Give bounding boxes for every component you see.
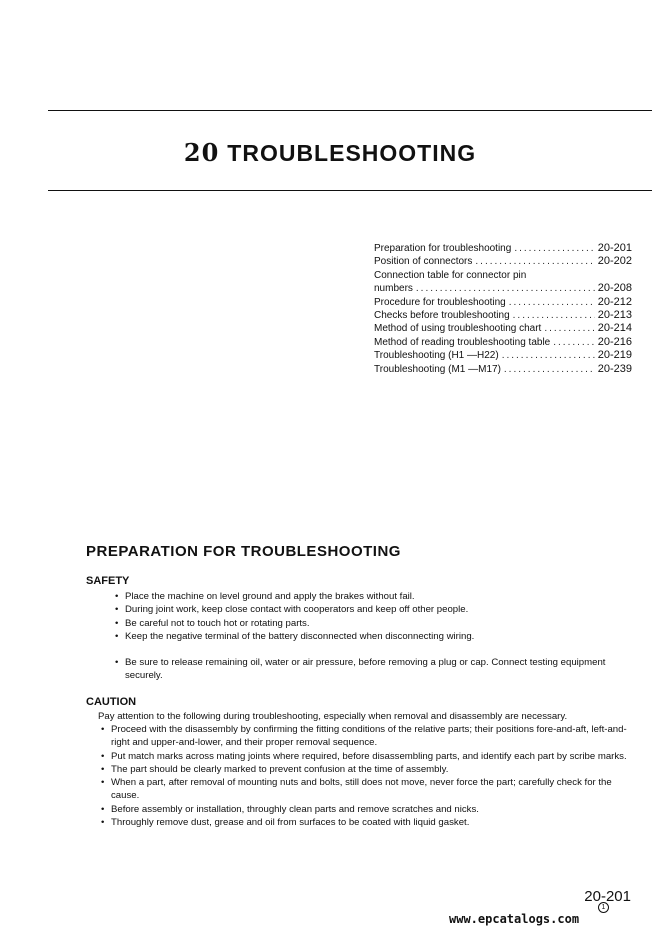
toc-leader xyxy=(513,309,595,322)
bullet-icon: • xyxy=(101,777,105,789)
toc-entry-label: Position of connectors xyxy=(374,256,473,268)
list-item xyxy=(112,617,632,630)
list-item-text: Be sure to release remaining oil, water or air pressure, before removing a plug or cap. Connect testing equipment securely. xyxy=(125,657,606,682)
toc-entry-label: Troubleshooting (H1 —H22) xyxy=(374,350,499,362)
safety-list xyxy=(112,590,632,683)
toc-entry-page: 20-219 xyxy=(597,349,632,362)
list-item-text: During joint work, keep close contact with cooperators and keep off other people. xyxy=(125,604,469,616)
toc-entry[interactable] xyxy=(374,282,632,295)
toc-entry-label: Method of using troubleshooting chart xyxy=(374,323,542,335)
toc-entry-page: 20-201 xyxy=(597,242,632,254)
list-item-text: Proceed with the disassembly by confirming the fitting conditions of the relative parts; their positions fore-and-aft, left-and-right and upper-and-lower, and their proper removal sequence. xyxy=(111,724,627,749)
list-item xyxy=(98,803,630,816)
bullet-icon: • xyxy=(101,817,105,829)
bottom-rule xyxy=(48,190,652,191)
caution-list xyxy=(98,723,630,829)
toc-leader xyxy=(416,282,595,295)
page-number: 20-201 xyxy=(584,888,631,905)
chapter-title xyxy=(0,138,660,167)
bullet-icon: • xyxy=(101,763,105,775)
toc-entry-page: 20-239 xyxy=(597,362,632,375)
list-item xyxy=(112,590,632,603)
bullet-icon: • xyxy=(101,724,105,735)
list-item xyxy=(112,603,632,616)
bullet-icon: • xyxy=(115,617,119,629)
toc-entry[interactable] xyxy=(374,296,632,309)
list-item xyxy=(98,816,630,829)
toc-entry-page: 20-214 xyxy=(597,322,632,335)
revision-mark: 1 xyxy=(598,902,609,913)
list-item xyxy=(112,656,632,683)
toc-entry-page: 20-202 xyxy=(597,255,632,268)
toc-leader xyxy=(553,336,594,349)
toc-entry-page: 20-208 xyxy=(597,282,632,295)
top-rule xyxy=(48,110,652,111)
list-item xyxy=(98,750,630,763)
list-item-text: Place the machine on level ground and apply the brakes without fail. xyxy=(125,591,415,602)
toc-entry[interactable] xyxy=(374,322,632,335)
bullet-icon: • xyxy=(115,604,119,616)
toc-leader xyxy=(475,255,594,268)
toc-entry-page: 20-213 xyxy=(597,308,632,321)
table-of-contents xyxy=(374,242,632,376)
toc-entry-label: Preparation for troubleshooting xyxy=(374,243,512,254)
bullet-icon: • xyxy=(115,630,119,642)
chapter-number: 20 xyxy=(183,138,220,167)
list-item-text: The part should be clearly marked to prevent confusion at the time of assembly. xyxy=(111,763,449,775)
chapter-title-text: TROUBLESHOOTING xyxy=(227,140,477,166)
toc-entry-label: Procedure for troubleshooting xyxy=(374,296,506,308)
toc-leader xyxy=(514,242,594,255)
list-item-text: Be careful not to touch hot or rotating parts. xyxy=(125,617,310,629)
caution-heading: CAUTION xyxy=(86,696,137,708)
toc-leader xyxy=(502,349,595,362)
caution-intro: Pay attention to the following during troubleshooting, especially when removal and disassembly are necessary. xyxy=(98,711,568,722)
bullet-icon: • xyxy=(115,591,119,602)
toc-entry[interactable] xyxy=(374,363,632,376)
toc-entry-label: Troubleshooting (M1 —M17) xyxy=(374,363,501,375)
toc-leader xyxy=(509,296,595,309)
toc-entry[interactable] xyxy=(374,242,632,255)
watermark-url: www.epcatalogs.com xyxy=(449,912,580,926)
toc-entry-page: 20-212 xyxy=(597,295,632,308)
list-item-text: Throughly remove dust, grease and oil from surfaces to be coated with liquid gasket. xyxy=(111,817,470,829)
toc-leader xyxy=(504,363,595,376)
section-title: PREPARATION FOR TROUBLESHOOTING xyxy=(86,543,401,560)
list-item xyxy=(98,723,630,750)
toc-entry-label-continued: numbers xyxy=(374,283,413,295)
toc-entry-label[interactable]: Connection table for connector pin xyxy=(374,269,527,281)
list-item xyxy=(112,630,632,643)
toc-entry-page: 20-216 xyxy=(597,335,632,348)
toc-entry[interactable] xyxy=(374,349,632,362)
bullet-icon: • xyxy=(101,750,105,762)
toc-entry[interactable] xyxy=(374,336,632,349)
toc-leader xyxy=(544,322,594,335)
list-item-text: Keep the negative terminal of the battery disconnected when disconnecting wiring. xyxy=(125,630,475,642)
list-item xyxy=(98,763,630,776)
toc-entry[interactable] xyxy=(374,255,632,268)
safety-heading: SAFETY xyxy=(86,575,130,587)
toc-entry-label: Checks before troubleshooting xyxy=(374,309,510,321)
bullet-icon: • xyxy=(101,803,105,815)
list-item-text: Put match marks across mating joints where required, before disassembling parts, and identify each part by scribe marks. xyxy=(111,750,627,762)
bullet-icon: • xyxy=(115,657,119,669)
list-item xyxy=(98,776,630,803)
toc-entry[interactable] xyxy=(374,309,632,322)
list-item-text: When a part, after removal of mounting nuts and bolts, still does not move, never force the part; carefully check for the cause. xyxy=(111,777,612,802)
toc-entry-label: Method of reading troubleshooting table xyxy=(374,336,551,348)
list-item-text: Before assembly or installation, throughly clean parts and remove scratches and nicks. xyxy=(111,803,479,815)
